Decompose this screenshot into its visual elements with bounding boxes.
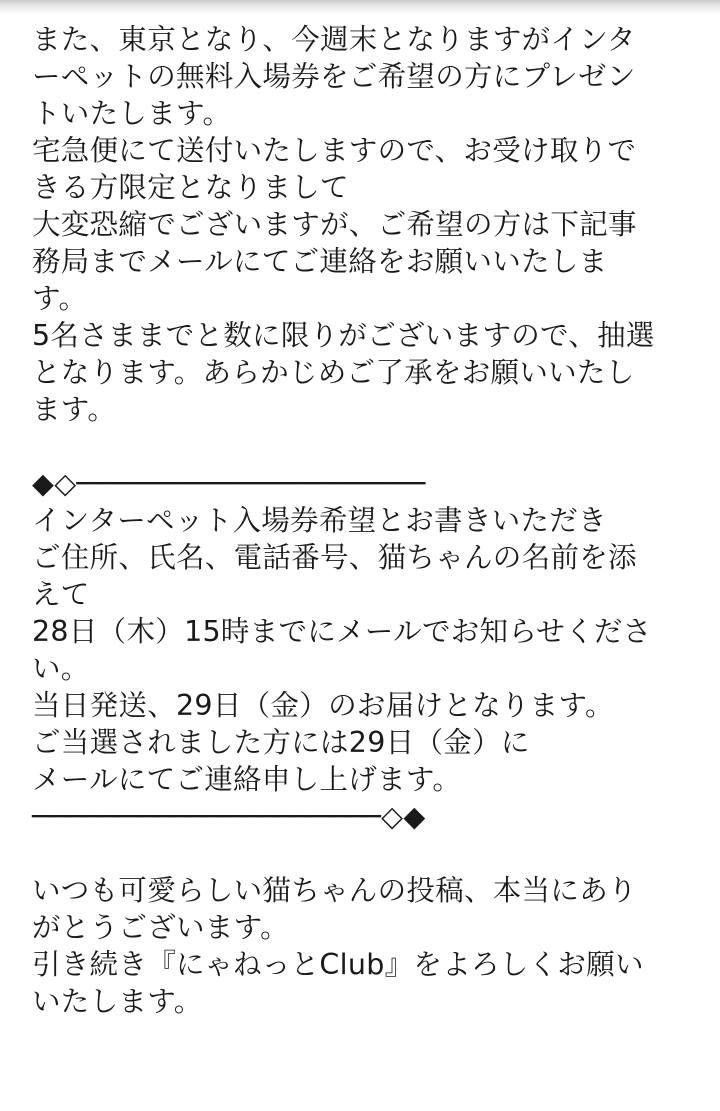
text-line: いつも可愛らしい猫ちゃんの投稿、本当にあり <box>32 874 637 907</box>
blank-line <box>32 428 702 465</box>
text-line: また、東京となり、今週末となりますがインタ <box>32 23 636 56</box>
text-line: 28日（木）15時までにメールでお知らせくださ <box>32 615 652 648</box>
text-line: えて <box>32 578 90 611</box>
notice-bottom-border: ────────────────────◇◆ <box>32 800 426 833</box>
text-line: 当日発送、29日（金）のお届けとなります。 <box>32 689 614 722</box>
text-line: い。 <box>32 652 90 685</box>
text-line: 宅急便にて送付いたしますので、お受け取りで <box>32 134 637 167</box>
application-notice-box <box>32 465 702 835</box>
text-line: ご住所、氏名、電話番号、猫ちゃんの名前を添 <box>32 541 637 574</box>
text-line: インターペット入場券希望とお書きいただき <box>32 504 607 537</box>
notice-top-border: ◆◇──────────────────── <box>32 467 426 500</box>
text-line: ます。 <box>32 393 117 426</box>
text-line: がとうございます。 <box>32 911 289 944</box>
text-line: ご当選されました方には29日（金）に <box>32 726 530 759</box>
text-line: メールにてご連絡申し上げます。 <box>32 763 462 796</box>
text-line: トいたします。 <box>32 97 232 130</box>
text-line: ーペットの無料入場券をご希望の方にプレゼン <box>32 60 636 93</box>
message-body <box>32 21 702 1020</box>
top-edge-shadow <box>0 0 720 14</box>
announcement-paragraph <box>32 21 702 428</box>
text-line: 務局までメールにてご連絡をお願いいたしま <box>32 245 608 278</box>
text-line: 引き続き『にゃねっとClub』をよろしくお願い <box>32 948 644 981</box>
text-line: 5名さままでと数に限りがございますので、抽選 <box>32 319 655 352</box>
text-line: きる方限定となりまして <box>32 171 349 204</box>
text-line: す。 <box>32 282 88 315</box>
thanks-paragraph <box>32 872 702 1020</box>
blank-line <box>32 835 702 872</box>
text-line: となります。あらかじめご了承をお願いいたし <box>32 356 635 389</box>
text-line: いたします。 <box>32 985 203 1018</box>
text-line: 大変恐縮でございますが、ご希望の方は下記事 <box>32 208 637 241</box>
